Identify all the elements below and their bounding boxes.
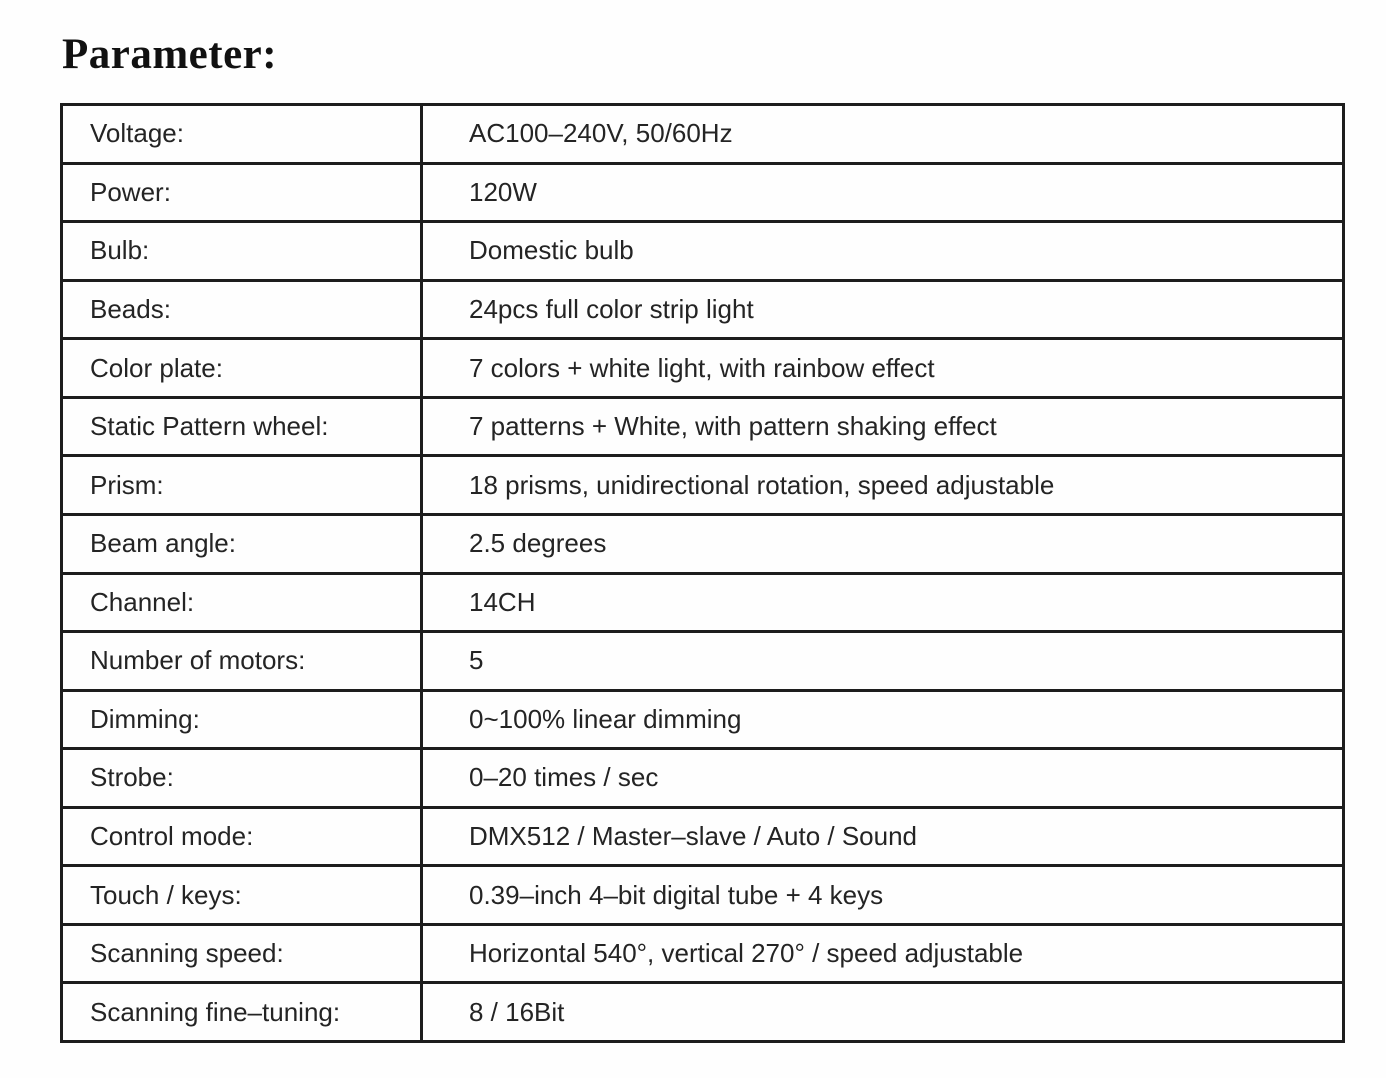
table-row [62, 280, 1344, 339]
parameter-table [60, 103, 1345, 1043]
table-row [62, 514, 1344, 573]
param-value: 5 [422, 632, 1344, 691]
table-row [62, 456, 1344, 515]
param-label: Beam angle: [62, 514, 422, 573]
param-value: 0~100% linear dimming [422, 690, 1344, 749]
param-label: Touch / keys: [62, 866, 422, 925]
table-row [62, 632, 1344, 691]
table-row [62, 924, 1344, 983]
param-value: DMX512 / Master–slave / Auto / Sound [422, 807, 1344, 866]
table-row [62, 163, 1344, 222]
table-row [62, 222, 1344, 281]
table-row [62, 749, 1344, 808]
param-value: 7 patterns + White, with pattern shaking effect [422, 397, 1344, 456]
param-value: 120W [422, 163, 1344, 222]
table-row [62, 397, 1344, 456]
parameter-table-body [62, 105, 1344, 1042]
param-value: AC100–240V, 50/60Hz [422, 105, 1344, 164]
param-value: Domestic bulb [422, 222, 1344, 281]
table-row [62, 105, 1344, 164]
param-value: 8 / 16Bit [422, 983, 1344, 1042]
param-label: Voltage: [62, 105, 422, 164]
table-row [62, 807, 1344, 866]
param-value: 0.39–inch 4–bit digital tube + 4 keys [422, 866, 1344, 925]
param-value: 14CH [422, 573, 1344, 632]
param-label: Prism: [62, 456, 422, 515]
table-row [62, 866, 1344, 925]
param-value: 7 colors + white light, with rainbow effect [422, 339, 1344, 398]
param-label: Dimming: [62, 690, 422, 749]
param-value: Horizontal 540°, vertical 270° / speed adjustable [422, 924, 1344, 983]
table-row [62, 339, 1344, 398]
page-title: Parameter: [62, 31, 278, 78]
param-label: Power: [62, 163, 422, 222]
param-label: Static Pattern wheel: [62, 397, 422, 456]
table-row [62, 690, 1344, 749]
table-row [62, 983, 1344, 1042]
param-label: Strobe: [62, 749, 422, 808]
param-value: 18 prisms, unidirectional rotation, speed adjustable [422, 456, 1344, 515]
param-label: Color plate: [62, 339, 422, 398]
param-label: Bulb: [62, 222, 422, 281]
param-label: Control mode: [62, 807, 422, 866]
param-value: 24pcs full color strip light [422, 280, 1344, 339]
param-label: Beads: [62, 280, 422, 339]
param-label: Channel: [62, 573, 422, 632]
param-label: Scanning fine–tuning: [62, 983, 422, 1042]
table-row [62, 573, 1344, 632]
param-value: 2.5 degrees [422, 514, 1344, 573]
param-label: Number of motors: [62, 632, 422, 691]
param-label: Scanning speed: [62, 924, 422, 983]
param-value: 0–20 times / sec [422, 749, 1344, 808]
